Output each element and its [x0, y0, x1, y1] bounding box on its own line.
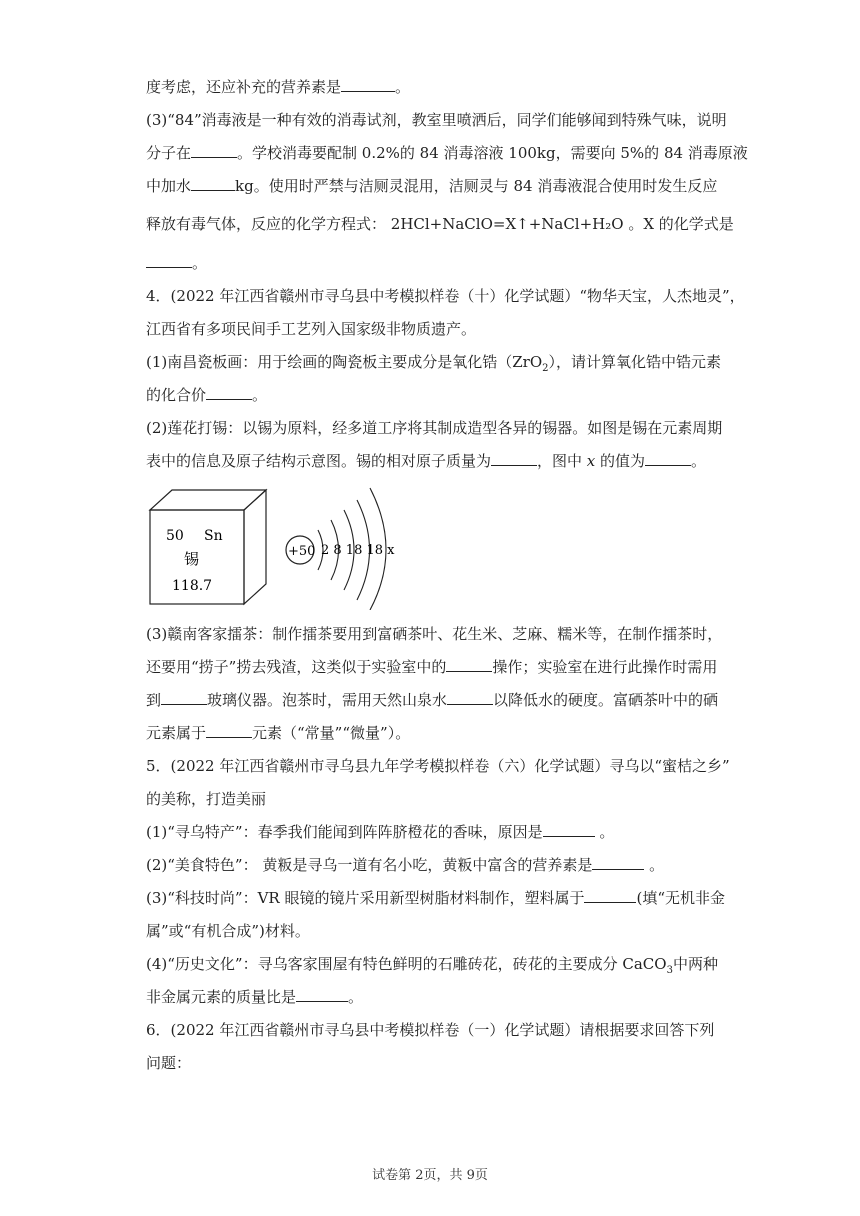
text-line: 还要用“捞子”捞去残渣，这类似于实验室中的 操作；实验室在进行此操作时需用 — [146, 658, 718, 676]
answer-blank[interactable] — [447, 690, 493, 705]
tin-diagram — [146, 480, 406, 610]
text-line: 。 — [146, 253, 207, 273]
text-line: 属”或“有机合成”)材料。 — [146, 922, 310, 940]
text-line: 分子在 。学校消毒要配制 0.2%的 84 消毒溶液 100kg，需要向 5%的 84 消毒原液 — [146, 144, 748, 162]
element-card-cube — [150, 490, 266, 604]
tin-element-figure — [146, 480, 406, 610]
answer-blank[interactable] — [446, 657, 492, 672]
element-symbol: Sn — [204, 528, 223, 544]
text-line: 非金属元素的质量比是 。 — [146, 988, 364, 1006]
question-6-title: 6．(2022 年江西省赣州市寻乌县中考模拟样卷（一）化学试题）请根据要求回答下列 — [146, 1021, 715, 1039]
element-name: 锡 — [184, 550, 200, 568]
text-line: 的化合价 。 — [146, 386, 268, 404]
text-line: 元素属于 元素（“常量”“微量”）。 — [146, 724, 411, 742]
answer-blank[interactable] — [206, 723, 252, 738]
text-line: 江西省有多项民间手工艺列入国家级非物质遗产。 — [146, 320, 477, 338]
page-footer: 试卷第 2页，共 9页 — [372, 1168, 488, 1183]
question-4-title: 4．(2022 年江西省赣州市寻乌县中考模拟样卷（十）化学试题）“物华天宝，人杰地灵”， — [146, 287, 745, 305]
answer-blank[interactable] — [146, 253, 192, 268]
answer-blank[interactable] — [191, 176, 235, 191]
text-line: (4)“历史文化”：寻乌客家围屋有特色鲜明的石雕砖花，砖花的主要成分 CaCO$_3$中两种 — [146, 955, 718, 976]
answer-blank[interactable] — [543, 822, 595, 837]
atomic-mass: 118.7 — [172, 578, 213, 594]
answer-blank[interactable] — [161, 690, 207, 705]
text-line: 的美称，打造美丽 — [146, 790, 267, 808]
answer-blank[interactable] — [584, 888, 636, 903]
atom-structure-diagram — [286, 488, 395, 610]
answer-blank[interactable] — [491, 451, 537, 466]
question-5-title: 5．(2022 年江西省赣州市寻乌县九年学考模拟样卷（六）化学试题）寻乌以“蜜桔之乡” — [146, 757, 730, 775]
text-line: (3)赣南客家擂茶：制作擂茶要用到富硒茶叶、花生米、芝麻、糯米等，在制作擂茶时， — [146, 625, 723, 643]
text-line: (1)南昌瓷板画：用于绘画的陶瓷板主要成分是氧化锆（ZrO$_2$），请计算氧化锆中锆元素 — [146, 353, 722, 374]
text-line: 表中的信息及原子结构示意图。锡的相对原子质量为 ，图中 x 的值为 。 — [146, 452, 707, 470]
answer-blank[interactable] — [592, 855, 644, 870]
answer-blank[interactable] — [296, 987, 348, 1002]
answer-blank[interactable] — [206, 385, 252, 400]
atomic-number: 50 — [166, 528, 184, 544]
nucleus-charge: +50 — [288, 544, 316, 559]
shell-electron-counts: 2 8 18 18 x — [321, 543, 395, 558]
text-line: (2)“美食特色”： 黄粄是寻乌一道有名小吃，黄粄中富含的营养素是 。 — [146, 856, 665, 874]
equation-line: 释放有毒气体，反应的化学方程式： 2HCl+NaClO=X↑+NaCl+H₂O 。X 的化学式是 — [146, 215, 734, 233]
text-line: 到 玻璃仪器。泡茶时，需用天然山泉水 以降低水的硬度。富硒茶叶中的硒 — [146, 691, 719, 709]
text-line: (1)“寻乌特产”：春季我们能闻到阵阵脐橙花的香味，原因是 。 — [146, 823, 615, 841]
text-line: (3)“84”消毒液是一种有效的消毒试剂，教室里喷洒后，同学们能够闻到特殊气味，说明 — [146, 111, 727, 129]
answer-blank[interactable] — [341, 77, 395, 92]
text-line: (2)莲花打锡：以锡为原料，经多道工序将其制成造型各异的锡器。如图是锡在元素周期 — [146, 419, 723, 437]
text-line: 度考虑，还应补充的营养素是 。 — [146, 78, 411, 96]
answer-blank[interactable] — [191, 143, 237, 158]
answer-blank[interactable] — [645, 451, 691, 466]
text-line: (3)“科技时尚”：VR 眼镜的镜片采用新型树脂材料制作，塑料属于 (填“无机非金 — [146, 889, 726, 907]
text-line: 问题： — [146, 1054, 192, 1072]
text-line: 中加水 kg。使用时严禁与洁厕灵混用，洁厕灵与 84 消毒液混合使用时发生反应 — [146, 177, 718, 195]
